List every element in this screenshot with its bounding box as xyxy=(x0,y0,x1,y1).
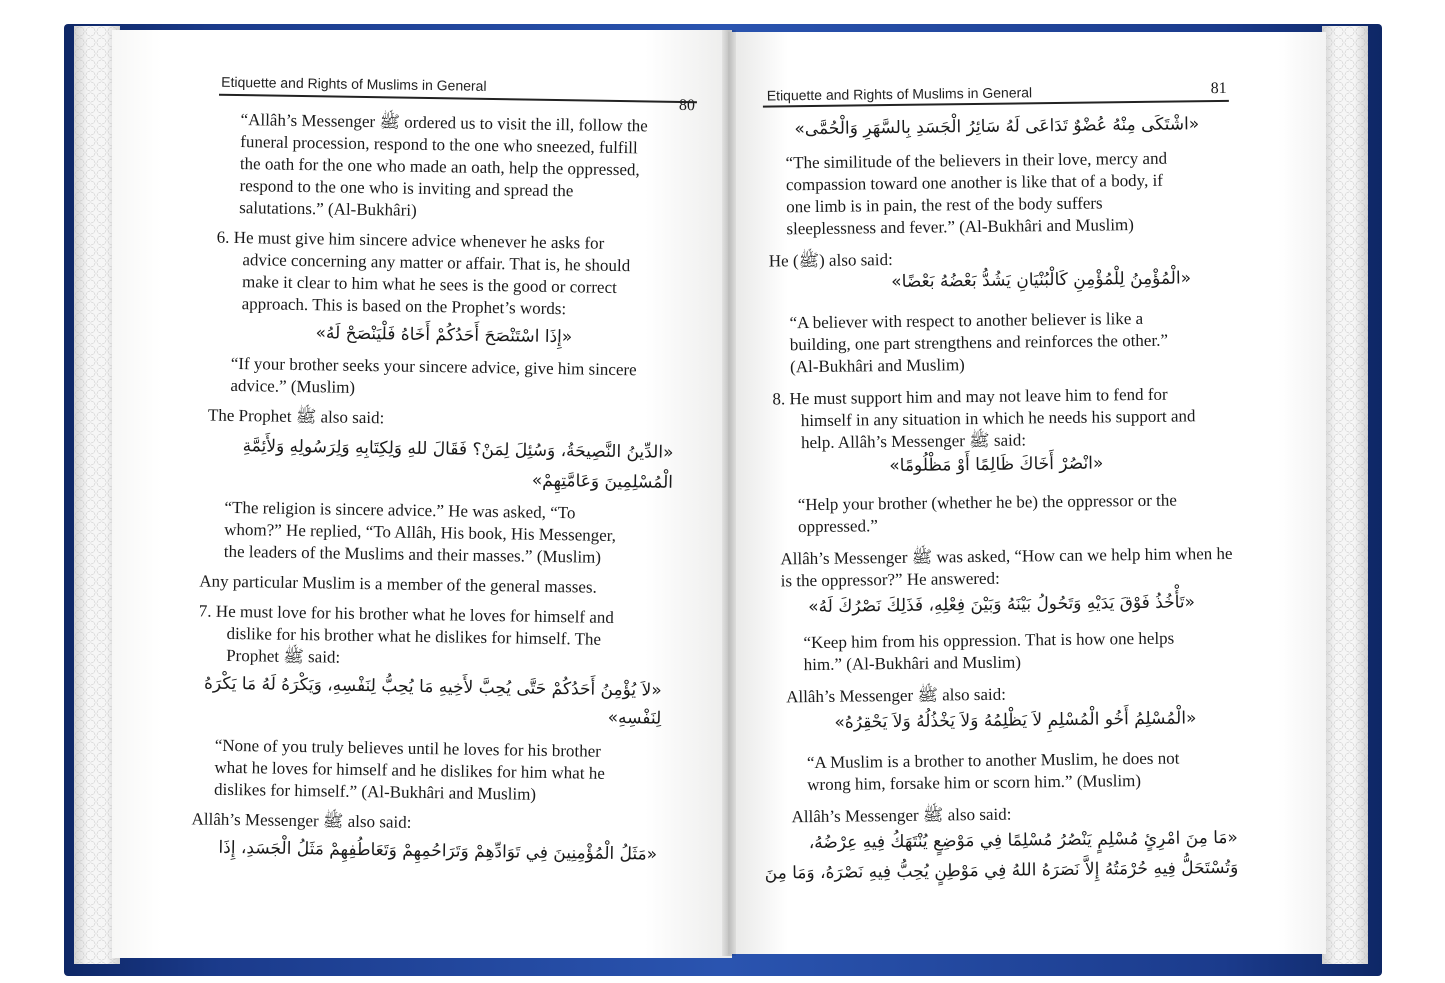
text-line: He (ﷺ) also said: xyxy=(768,250,893,271)
text-line: Allâh’s Messenger ﷺ was asked, “How can we help him when he xyxy=(780,543,1233,569)
text-line: “Help your brother (whether he be) the oppressor or the xyxy=(797,490,1177,515)
text-line: “A believer with respect to another believer is like a xyxy=(789,308,1144,333)
text-line: himself in any situation in which he needs his support and xyxy=(800,406,1196,431)
right-page-edges xyxy=(1322,26,1368,964)
text-line: what he loves for himself and he dislikes for him what he xyxy=(214,757,605,783)
text-line: whom?” He replied, “To Allâh, His book, His Messenger, xyxy=(224,519,617,545)
text-line: respond to the one who is inviting and spread the xyxy=(239,176,574,201)
text-line: 6. He must give him sincere advice whenever he asks for xyxy=(216,227,605,253)
page-number: 80 xyxy=(678,96,696,115)
text-line: “The similitude of the believers in their love, mercy and xyxy=(785,148,1168,173)
right-page xyxy=(728,32,1326,954)
text-line: is the oppressor?” He answered: xyxy=(780,568,1000,591)
text-line: “Allâh’s Messenger ﷺ ordered us to visit the ill, follow the xyxy=(240,110,648,136)
text-line: oppressed.” xyxy=(797,516,878,537)
text-line: (Al-Bukhâri and Muslim) xyxy=(789,355,965,377)
arabic-line: وَتُسْتَحَلُّ فِيهِ حُرْمَتُهُ إِلاَّ نَصَرَهُ اللهُ فِي مَوْطِنٍ يُحِبُّ فِيهِ نَصْرَهُ، وَمَا مِنَ xyxy=(764,857,1239,884)
text-line: dislike for his brother what he dislikes for himself. The xyxy=(226,623,602,649)
text-line: “A Muslim is a brother to another Muslim, he does not xyxy=(806,748,1180,773)
text-line: “The religion is sincere advice.” He was asked, “To xyxy=(224,497,576,523)
text-line: “None of you truly believes until he loves for his brother xyxy=(214,735,602,761)
arabic-line: «مَا مِنَ امْرِئٍ مُسْلِمٍ يَنْصُرُ مُسْلِمًا فِي مَوْضِعٍ يُنْتَهَكُ فِيهِ عِرْضُهُ، xyxy=(808,827,1239,854)
text-line: Prophet ﷺ said: xyxy=(226,645,341,667)
text-line: sleeplessness and fever.” (Al-Bukhâri and Muslim) xyxy=(786,215,1134,239)
text-line: the leaders of the Muslims and their masses.” (Muslim) xyxy=(223,541,602,567)
text-line: dislikes for himself.” (Al-Bukhâri and Muslim) xyxy=(213,779,537,804)
text-line: advice concerning any matter or affair. That is, he should xyxy=(242,250,631,276)
text-line: Allâh’s Messenger ﷺ also said: xyxy=(791,804,1012,827)
book-gutter xyxy=(722,30,736,956)
arabic-line: «الدِّينُ النَّصِيحَةُ، وَسُئِلَ لِمَنْ؟ فَقَالَ للهِ وَلِكِتَابِهِ وَلِرَسُولِهِ وَلأَئِمَّةِ xyxy=(242,436,674,463)
text-line: Allâh’s Messenger ﷺ also said: xyxy=(191,809,412,832)
text-line: the oath for the one who made an oath, help the oppressed, xyxy=(239,154,640,180)
text-line: advice.” (Muslim) xyxy=(230,375,356,397)
text-line: one limb is in pain, the rest of the body suffers xyxy=(786,193,1103,217)
text-line: compassion toward one another is like that of a body, if xyxy=(785,170,1164,195)
text-line: 8. He must support him and may not leave him to fend for xyxy=(772,384,1168,409)
running-header: Etiquette and Rights of Muslims in General xyxy=(221,73,487,94)
text-line: funeral procession, respond to the one who sneezed, fulfill xyxy=(240,132,638,158)
page-number: 81 xyxy=(1210,79,1227,98)
left-page xyxy=(112,30,732,958)
text-line: building, one part strengthens and reinforces the other.” xyxy=(789,330,1169,355)
arabic-line: «مَثَلُ الْمُؤْمِنِينَ فِي تَوَادِّهِمْ وَتَرَاحُمِهِمْ وَتَعَاطُفِهِمْ مَثَلُ الْجَسَدِ، إِذَا xyxy=(218,837,658,865)
text-line: Allâh’s Messenger ﷺ also said: xyxy=(786,684,1007,707)
arabic-line: «الْمُسْلِمُ أَخُو الْمُسْلِمِ لاَ يَظْلِمُهُ وَلاَ يَخْذُلُهُ وَلاَ يَحْقِرُهُ» xyxy=(834,708,1197,733)
arabic-line: «اشْتَكَى مِنْهُ عُضْوٌ تَدَاعَى لَهُ سَائِرُ الْجَسَدِ بِالسَّهَرِ وَالْحُمَّى» xyxy=(794,114,1200,140)
text-line: “Keep him from his oppression. That is how one helps xyxy=(803,628,1175,653)
text-line: “If your brother seeks your sincere advice, give him sincere xyxy=(230,353,637,380)
running-header: Etiquette and Rights of Muslims in General xyxy=(766,84,1033,104)
text-line: The Prophet ﷺ also said: xyxy=(207,405,385,428)
arabic-line: «الْمُؤْمِنُ لِلْمُؤْمِنِ كَالْبُنْيَانِ يَشُدُّ بَعْضُهُ بَعْضًا» xyxy=(891,268,1192,293)
text-line: Any particular Muslim is a member of the general masses. xyxy=(199,571,597,597)
text-line: salutations.” (Al-Bukhâri) xyxy=(239,198,417,220)
text-line: wrong him, forsake him or scorn him.” (Muslim) xyxy=(807,771,1142,795)
arabic-line: «لاَ يُؤْمِنُ أَحَدُكُمْ حَتَّى يُحِبَّ لأَخِيهِ مَا يُحِبُّ لِنَفْسِهِ، وَيَكْرَهُ لَهُ مَا يَكْرَهُ xyxy=(203,673,662,701)
text-line: 7. He must love for his brother what he loves for himself and xyxy=(198,601,614,627)
right-page-content xyxy=(728,32,1326,954)
text-line: make it clear to him what he sees is the good or correct xyxy=(241,272,617,297)
arabic-line: الْمُسْلِمِينَ وَعَامَّتِهِمْ» xyxy=(531,470,674,493)
text-line: him.” (Al-Bukhâri and Muslim) xyxy=(803,652,1022,675)
text-line: approach. This is based on the Prophet’s words: xyxy=(241,294,567,319)
left-page-content xyxy=(112,30,732,958)
arabic-line: «تَأْخُذُ فَوْقَ يَدَيْهِ وَتَحُولُ بَيْنَهُ وَبَيْنَ فِعْلِهِ، فَذَلِكَ نَصْرُكَ لَهُ» xyxy=(808,592,1196,618)
arabic-line: «إِذَا اسْتَنْصَحَ أَحَدُكُمْ أَخَاهُ فَلْيَنْصَحْ لَهُ» xyxy=(315,323,573,348)
arabic-line: «انْصُرْ أَخَاكَ ظَالِمًا أَوْ مَظْلُومًا» xyxy=(889,453,1104,477)
header-rule xyxy=(219,94,697,103)
text-line: help. Allâh’s Messenger ﷺ said: xyxy=(800,430,1027,453)
arabic-line: لِنَفْسِهِ» xyxy=(607,707,662,729)
